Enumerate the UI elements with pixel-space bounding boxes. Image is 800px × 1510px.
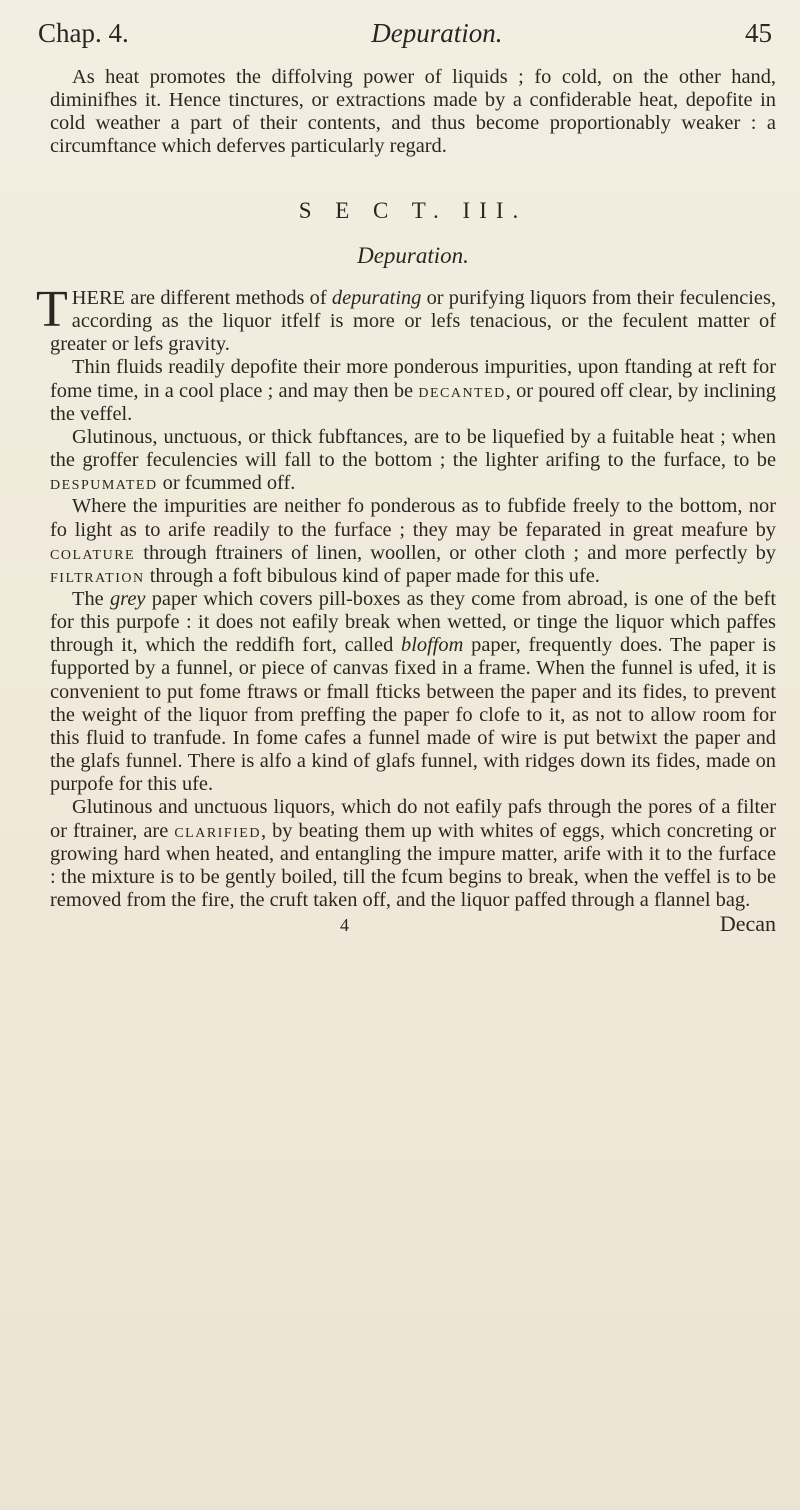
section-heading: S E C T. III. <box>298 197 528 223</box>
p2-smallcaps-term: decanted <box>418 379 506 402</box>
p4-text-e: through a foft bibulous kind of paper made for this ufe. <box>144 564 600 587</box>
paragraph-2 <box>50 356 776 425</box>
section-title: Depuration. <box>357 242 469 268</box>
p5-text-c: paper which covers pill-boxes as they come from abroad, is one of the beft for this purpofe : it does not eafily break when wetted, or tinge the liquor which paffes through it, which the reddifh fort, called <box>50 587 776 657</box>
p5-text-a: The <box>72 587 110 610</box>
body-text <box>36 66 777 937</box>
page-footer <box>50 912 776 937</box>
p1-text-c: or purifying liquors from their feculencies, according as the liquor itfelf is more or lefs tenacious, or the feculent matter of greater or lefs gravity. <box>50 286 776 356</box>
p5-italic-term-2: bloffom <box>401 634 464 657</box>
chapter-label: Chap. 4. <box>38 18 129 48</box>
running-title: Depuration. <box>371 18 503 48</box>
paragraph-intro: As heat promotes the diffolving power of liquids ; fo cold, on the other hand, diminifhes it. Hence tinctures, or extractions made by a confiderable heat, depofite in cold weather a part of their contents, and thus become proportionably weaker : a circumftance which deferves particularly regard. <box>50 66 776 158</box>
p3-text-a: Glutinous, unctuous, or thick fubftances, are to be liquefied by a fuitable heat ; when the groffer feculencies will fall to the bottom ; the lighter arifing to the furface, to be <box>50 425 776 472</box>
paragraph-6 <box>50 796 776 912</box>
p1-text-a: HERE are different methods of <box>71 286 332 309</box>
p4-smallcaps-term-2: filtration <box>50 564 145 587</box>
drop-cap-letter: T <box>36 280 68 338</box>
p1-italic-term: depurating <box>331 286 422 309</box>
p5-italic-term-1: grey <box>109 587 146 610</box>
p2-text-a: Thin fluids readily depofite their more ponderous impurities, upon ftanding at reft for fome time, in a cool place ; and may then be <box>50 356 776 402</box>
p4-text-c: through ftrainers of linen, woollen, or other cloth ; and more perfectly by <box>135 541 776 564</box>
p4-smallcaps-term-1: colature <box>50 541 136 564</box>
p4-text-a: Where the impurities are neither fo ponderous as to fubfide freely to the bottom, nor fo light as to arife readily to the furface ; they may be feparated in great meafure by <box>50 495 776 541</box>
p6-text-c: , by beating them up with whites of eggs, which concreting or growing hard when heated, and entangling the impure matter, arife with it to the furface : the mixture is to be gently boiled, till the fcum begins to break, when the veffel is to be removed from the fire, the cruft taken off, and the liquor paffed through a flannel bag. <box>50 819 776 911</box>
paragraph-4 <box>50 495 776 588</box>
p3-smallcaps-term: despumated <box>50 472 158 495</box>
p6-smallcaps-term: clarified <box>174 819 261 842</box>
paragraph-3 <box>50 426 776 495</box>
paragraph-1 <box>36 280 776 356</box>
catchword: Decan <box>719 911 776 937</box>
paragraph-5 <box>50 588 776 796</box>
p6-text-a: Glutinous and unctuous liquors, which do not eafily pafs through the pores of a filter or ftrainer, are <box>50 796 776 842</box>
p5-text-e: paper, frequently does. The paper is fupported by a funnel, or piece of canvas fixed in a frame. When the funnel is ufed, it is convenient to put fome ftraws or fmall fticks between the paper and its fides, to prevent the weight of the liquor from preffing the paper fo clofe to it, as not to allow room for this fluid to tranfude. In fome cafes a funnel made of wire is put betwixt the paper and the glafs funnel. There is alfo a kind of glafs funnel, with ridges down its fides, made on purpofe for this ufe. <box>50 634 776 796</box>
p3-text-c: or fcummed off. <box>157 472 296 495</box>
running-head <box>38 18 772 54</box>
p2-text-c: , or poured off clear, by inclining the veffel. <box>50 379 777 425</box>
signature-mark: 4 <box>340 915 349 936</box>
page-number: 45 <box>745 18 772 48</box>
